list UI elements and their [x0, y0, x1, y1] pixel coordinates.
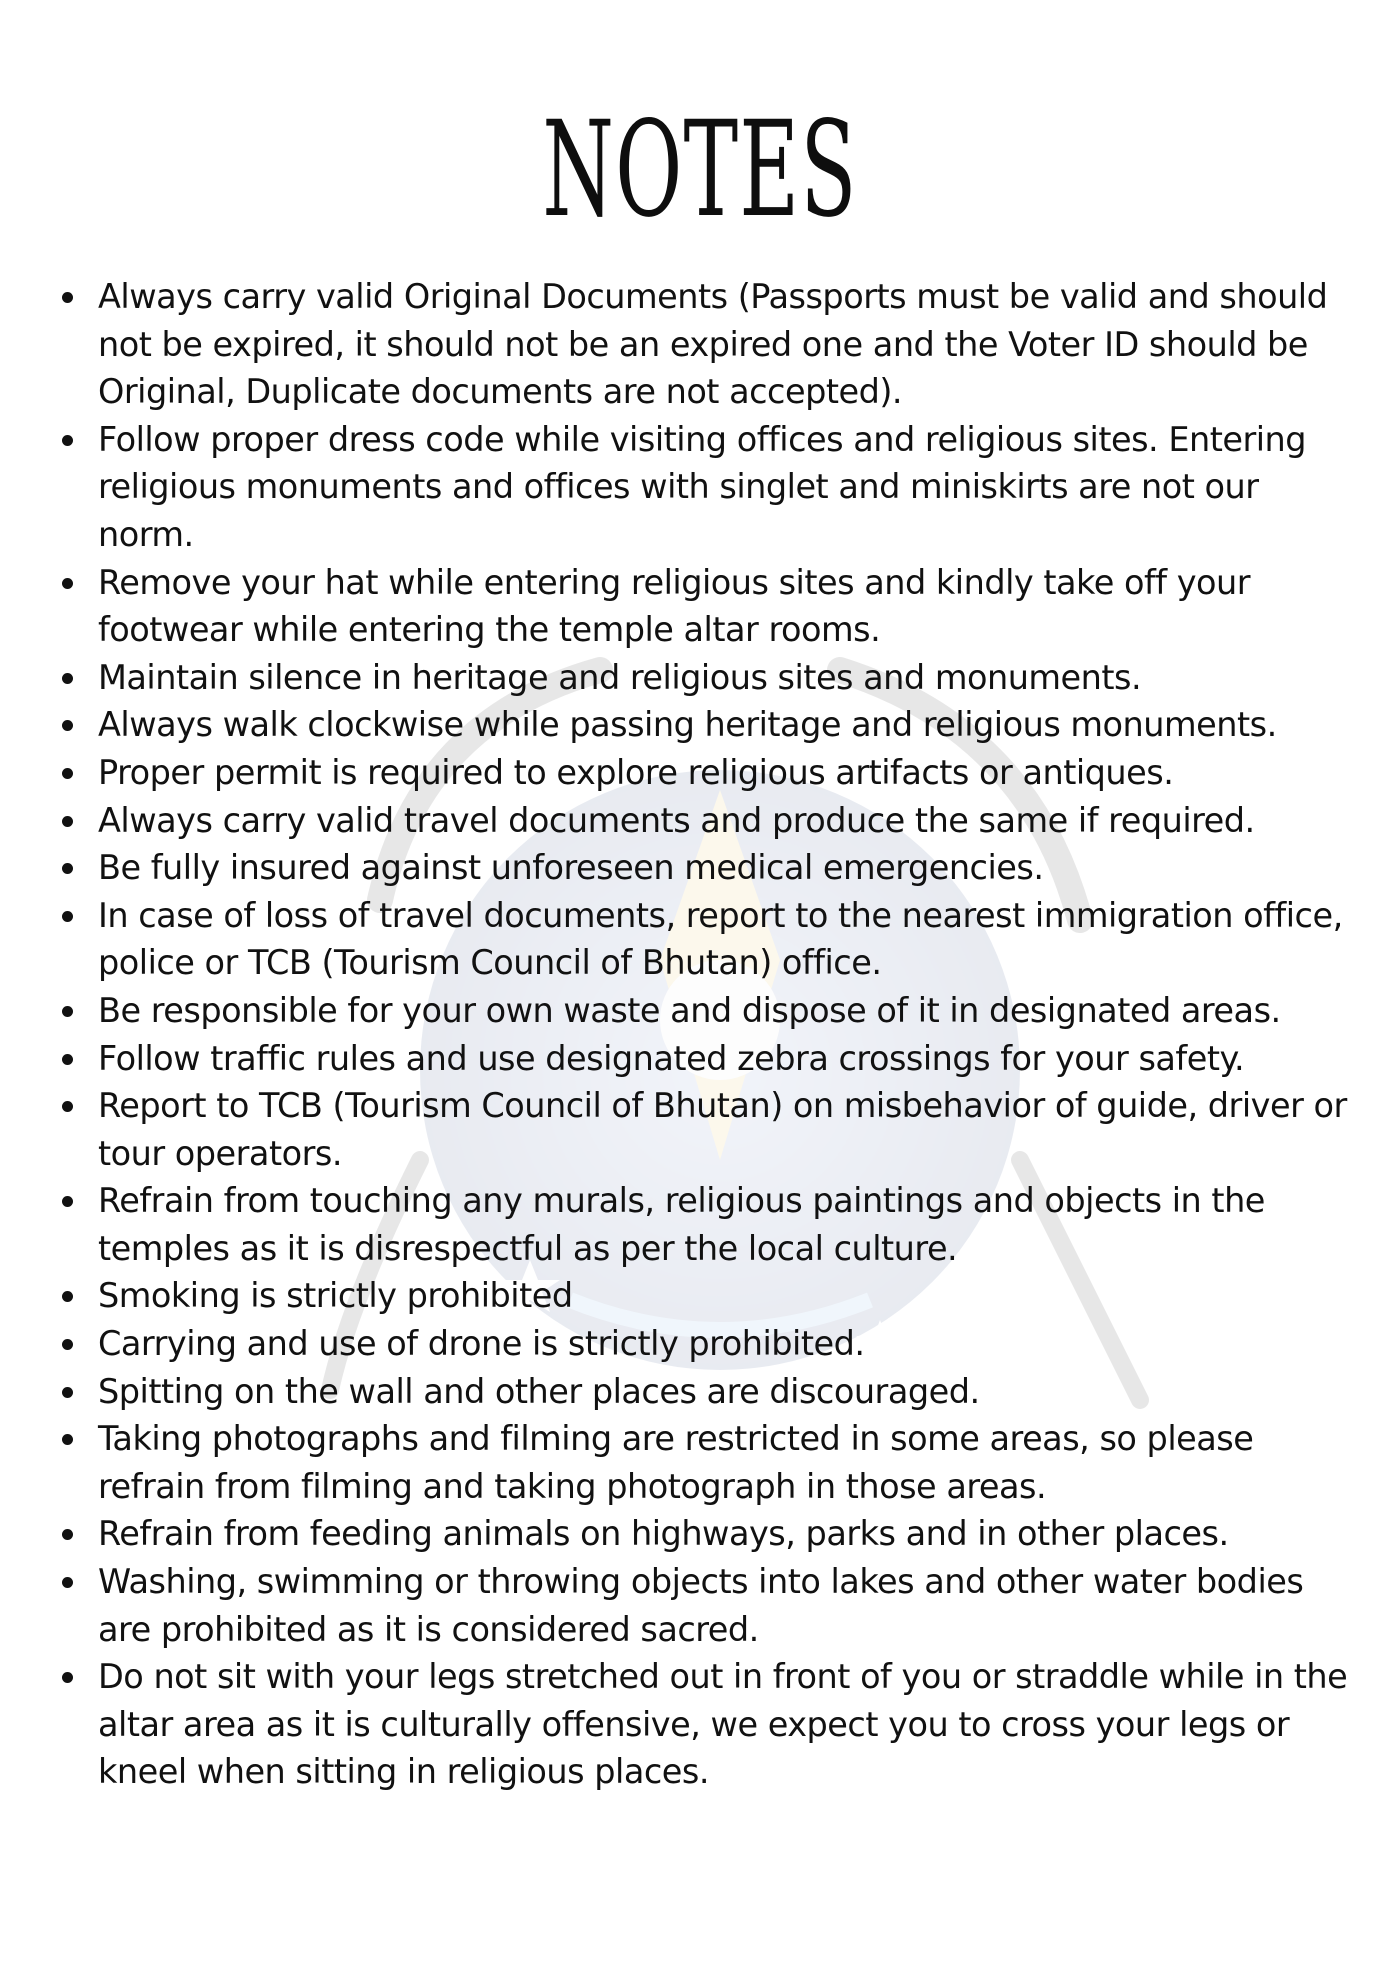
list-item [98, 273, 1360, 416]
list-item-text: Always carry valid Original Documents (Passports must be valid and should not be expired, it should not be an expired one and the Voter ID should be Original, Duplicate documents are not accepted). [98, 277, 1328, 412]
bullet-dot-icon [62, 673, 73, 684]
bullet-dot-icon [62, 1529, 73, 1540]
bullet-dot-icon [62, 435, 73, 446]
list-item-text: Do not sit with your legs stretched out in front of you or straddle while in the altar area as it is culturally offensive, we expect you to cross your legs or kneel when sitting in religious places. [98, 1657, 1348, 1792]
bullet-dot-icon [62, 1434, 73, 1445]
list-item [98, 1415, 1360, 1510]
bullet-dot-icon [62, 1006, 73, 1017]
list-item [98, 1368, 1360, 1416]
list-item-text: Washing, swimming or throwing objects into lakes and other water bodies are prohibited as it is considered sacred. [98, 1562, 1304, 1649]
list-item [98, 559, 1360, 654]
list-item [98, 1177, 1360, 1272]
list-item-text: Always carry valid travel documents and produce the same if required. [98, 800, 1255, 840]
bullet-dot-icon [62, 292, 73, 303]
bullet-dot-icon [62, 1101, 73, 1112]
bullet-dot-icon [62, 863, 73, 874]
bullet-dot-icon [62, 578, 73, 589]
bullet-dot-icon [62, 816, 73, 827]
list-item-text: Spitting on the wall and other places are discouraged. [98, 1371, 980, 1411]
list-item-text: In case of loss of travel documents, report to the nearest immigration office, police or TCB (Tourism Council of Bhutan) office. [98, 895, 1343, 983]
list-item-text: Follow proper dress code while visiting offices and religious sites. Entering religious monuments and offices with singlet and miniskirts are not our norm. [98, 419, 1307, 554]
list-item-text: Follow traffic rules and use designated zebra crossings for your safety. [98, 1038, 1245, 1078]
list-item [98, 892, 1360, 987]
list-item [98, 416, 1360, 559]
list-item [98, 987, 1360, 1035]
list-item-text: Proper permit is required to explore religious artifacts or antiques. [98, 752, 1174, 792]
list-item [98, 701, 1360, 749]
list-item-text: Maintain silence in heritage and religious sites and monuments. [98, 657, 1142, 697]
list-item-text: Refrain from touching any murals, religious paintings and objects in the temples as it is disrespectful as per the local culture. [98, 1181, 1265, 1268]
list-item [98, 797, 1360, 845]
page-title: NOTES [542, 93, 858, 247]
bullet-dot-icon [62, 1196, 73, 1207]
list-item [98, 1082, 1360, 1177]
list-item [98, 1272, 1360, 1320]
list-item-text: Be responsible for your own waste and dispose of it in designated areas. [98, 990, 1281, 1030]
list-item-text: Smoking is strictly prohibited [98, 1276, 573, 1316]
list-item [98, 1653, 1360, 1796]
bullet-dot-icon [62, 1577, 73, 1588]
list-item-text: Always walk clockwise while passing heritage and religious monuments. [98, 705, 1277, 745]
list-item [98, 1510, 1360, 1558]
bullet-dot-icon [62, 720, 73, 731]
list-item-text: Be fully insured against unforeseen medical emergencies. [98, 848, 1044, 888]
list-item [98, 844, 1360, 892]
bullet-dot-icon [62, 1387, 73, 1398]
list-item [98, 1320, 1360, 1368]
bullet-dot-icon [62, 768, 73, 779]
list-item [98, 749, 1360, 797]
notes-list [98, 273, 1360, 1796]
list-item [98, 654, 1360, 702]
bullet-dot-icon [62, 1054, 73, 1065]
bullet-dot-icon [62, 1291, 73, 1302]
list-item [98, 1035, 1360, 1083]
list-item-text: Carrying and use of drone is strictly prohibited. [98, 1324, 865, 1364]
bullet-dot-icon [62, 1339, 73, 1350]
list-item-text: Refrain from feeding animals on highways, parks and in other places. [98, 1514, 1229, 1554]
bullet-dot-icon [62, 1672, 73, 1683]
list-item [98, 1558, 1360, 1653]
list-item-text: Remove your hat while entering religious sites and kindly take off your footwear while entering the temple altar rooms. [98, 562, 1251, 650]
bullet-dot-icon [62, 911, 73, 922]
list-item-text: Report to TCB (Tourism Council of Bhutan) on misbehavior of guide, driver or tour operators. [98, 1086, 1347, 1173]
list-item-text: Taking photographs and filming are restricted in some areas, so please refrain from filming and taking photograph in those areas. [98, 1419, 1254, 1506]
